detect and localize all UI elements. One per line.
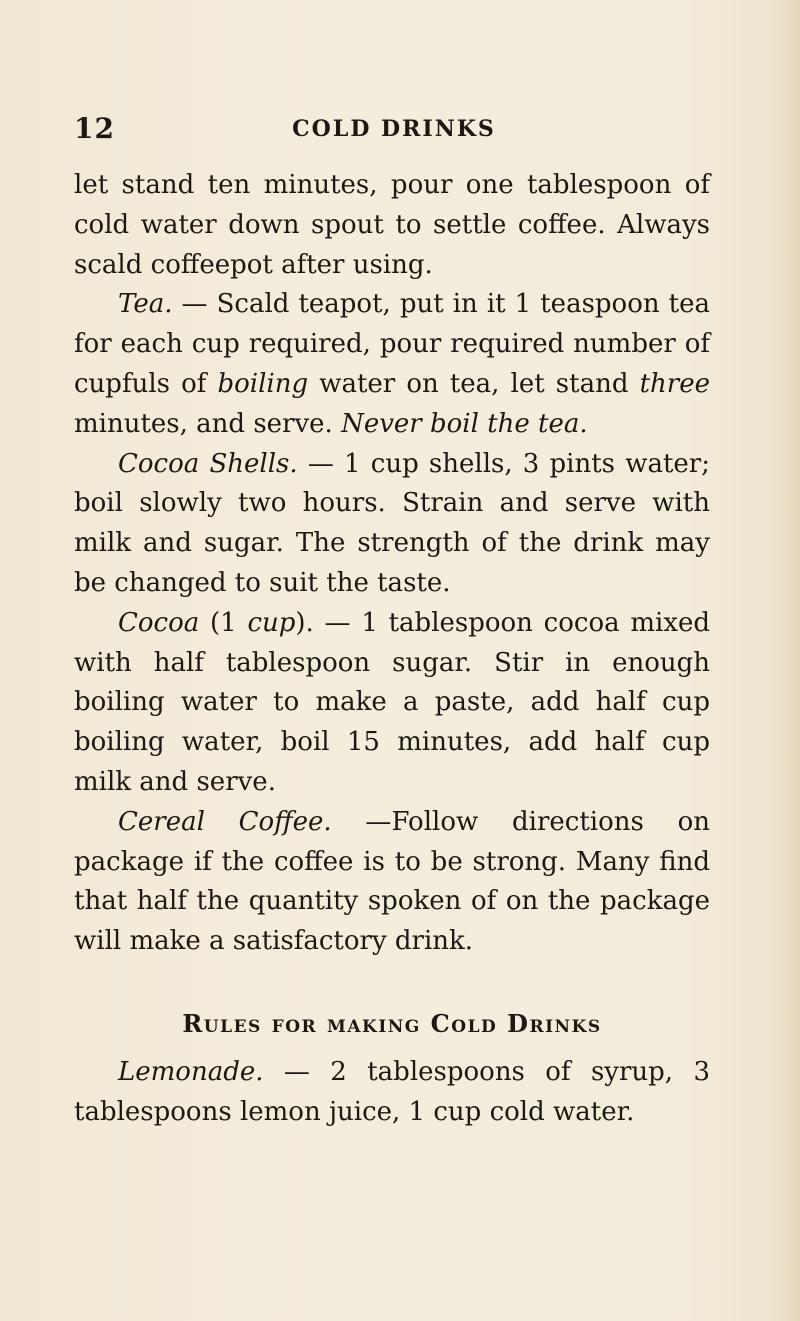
section-heading: Rules for making Cold Drinks: [182, 1009, 602, 1038]
tea-text-3: minutes, and serve.: [74, 408, 342, 439]
cocoa-cup-paren-close: ).: [295, 607, 314, 638]
cereal-coffee-dash: —: [331, 806, 392, 837]
cocoa-shells-title: Cocoa Shells.: [118, 448, 298, 479]
tea-italic-never: Never boil the tea.: [341, 408, 588, 439]
page-header: [74, 112, 714, 152]
tea-italic-three: three: [639, 368, 710, 399]
tea-italic-boiling: boiling: [217, 368, 309, 399]
cocoa-cup-text: 1 tablespoon cocoa mixed with half tablespoon sugar. Stir in enough boiling water to make a paste, add half cup boiling water, boil 15 minutes, add half cup milk and serve.: [74, 607, 711, 797]
paragraph-cocoa-shells: [74, 445, 710, 604]
paragraph-coffee-continued: [74, 166, 710, 285]
lemonade-text: 2 tablespoons of syrup, 3 tablespoons lemon juice, 1 cup cold water.: [74, 1057, 710, 1127]
coffee-continued-text: let stand ten minutes, pour one tablespoon of cold water down spout to settle coffee. Always scald coffeepot after using.: [74, 170, 710, 280]
paragraph-lemonade: [74, 1053, 710, 1133]
tea-text-1: Scald teapot, put in it 1 teaspoon tea for each cup required, pour required number of cupfuls of: [74, 289, 710, 399]
cereal-coffee-title: Cereal Coffee.: [118, 806, 332, 837]
page-number: 12: [74, 112, 115, 145]
lemonade-dash: —: [263, 1057, 331, 1087]
paragraph-tea: [74, 285, 710, 444]
cocoa-shells-dash: —: [297, 448, 345, 479]
body-text: [74, 166, 710, 962]
tea-text-2: water on tea, let stand: [308, 368, 640, 399]
lemonade-title: Lemonade.: [118, 1057, 264, 1087]
cocoa-cup-paren-open: (1: [199, 607, 248, 638]
cocoa-cup-italic: cup: [247, 607, 296, 638]
tea-dash: —: [172, 289, 217, 320]
paragraph-cocoa-cup: [74, 604, 710, 803]
tea-title: Tea.: [118, 289, 173, 320]
lemonade-section: [74, 1053, 710, 1133]
cocoa-cup-dash: —: [313, 607, 362, 638]
paragraph-cereal-coffee: [74, 803, 710, 962]
cereal-coffee-text: Follow directions on package if the coffee is to be strong. Many find that half the quantity spoken of on the package will make a satisfactory drink.: [74, 806, 710, 957]
cocoa-shells-text: 1 cup shells, 3 pints water; boil slowly two hours. Strain and serve with milk and sugar. The strength of the drink may be changed to suit the taste.: [74, 448, 710, 598]
running-title: COLD DRINKS: [292, 116, 496, 142]
cocoa-cup-title: Cocoa: [118, 607, 200, 638]
